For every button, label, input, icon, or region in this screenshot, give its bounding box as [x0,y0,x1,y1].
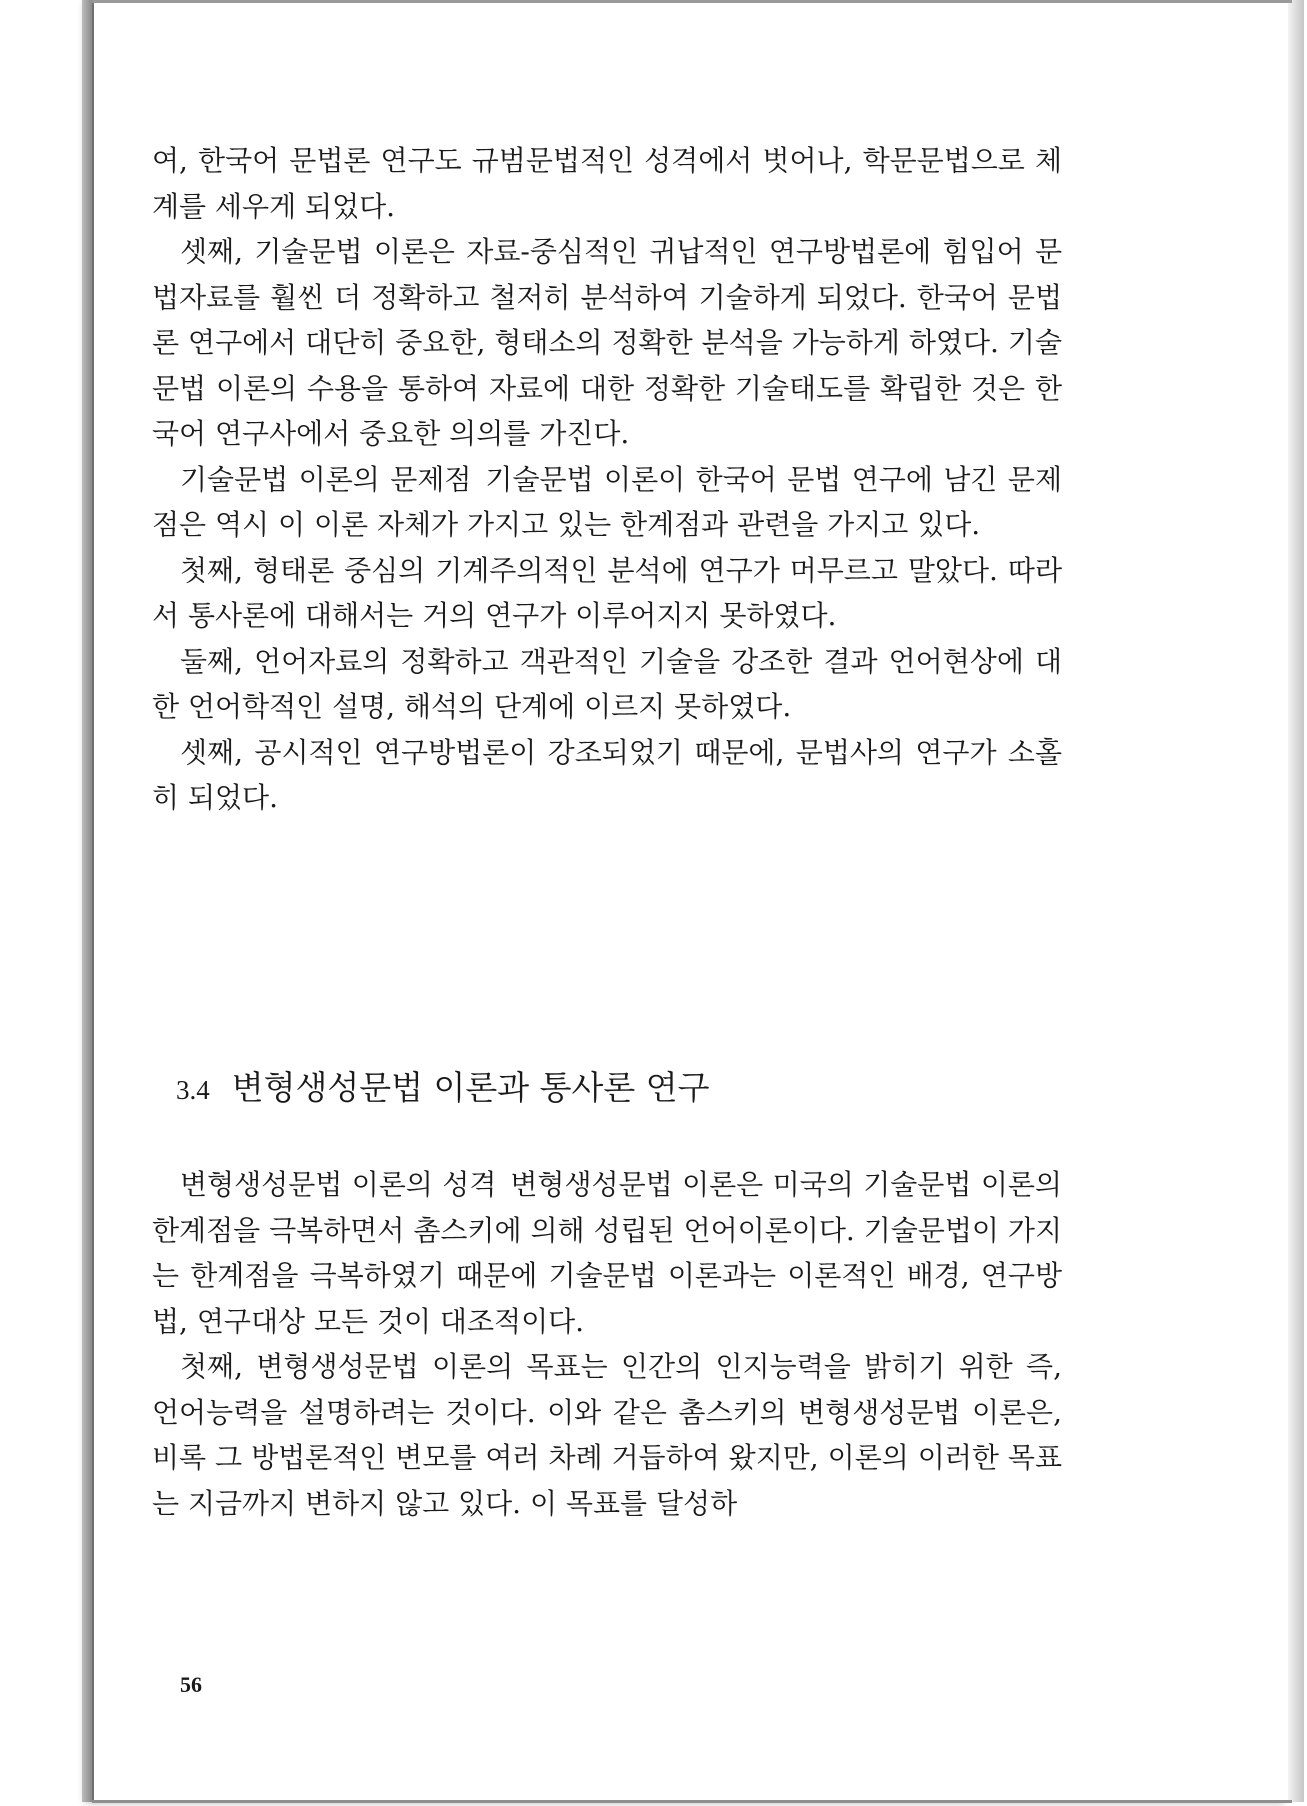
section-number: 3.4 [176,1075,210,1105]
paragraph [152,229,1062,457]
paragraph [152,1344,1062,1526]
page-bottom-edge [92,1800,1292,1803]
paragraph-text: 변형생성문법 이론은 미국의 기술문법 이론의 한계점을 극복하면서 촘스키에 의해 성립된 언어이론이다. 기술문법이 가지는 한계점을 극복하였기 때문에 기술문법 이론과는 이론적인 배경, 연구방법, 연구대상 모든 것이 대조적이다. [152,1168,1062,1338]
page-number: 56 [180,1672,202,1697]
body-text-lower [152,1162,1062,1526]
paragraph-text: 첫째, 형태론 중심의 기계주의적인 분석에 연구가 머무르고 말았다. 따라서 통사론에 대해서는 거의 연구가 이루어지지 못하였다. [152,553,1062,632]
paragraph-text: 첫째, 변형생성문법 이론의 목표는 인간의 인지능력을 밝히기 위한 즉, 언어능력을 설명하려는 것이다. 이와 같은 촘스키의 변형생성문법 이론은, 비록 그 방법론적인 변모를 여러 차례 거듭하여 왔지만, 이론의 이러한 목표는 지금까지 변하지 않고 있다. 이 목표를 달성하 [152,1350,1063,1520]
paragraph [152,138,1062,229]
paragraph-text: 여, 한국어 문법론 연구도 규범문법적인 성격에서 벗어나, 학문문법으로 체계를 세우게 되었다. [152,144,1062,223]
run-in-heading: 변형생성문법 이론의 성격 [180,1168,497,1201]
section-heading [176,1062,710,1109]
paragraph-text: 셋째, 기술문법 이론은 자료-중심적인 귀납적인 연구방법론에 힘입어 문법자료를 훨씬 더 정확하고 철저히 분석하여 기술하게 되었다. 한국어 문법론 연구에서 대단히 중요한, 형태소의 정확한 분석을 가능하게 하였다. 기술문법 이론의 수용을 통하여 자료에 대한 정확한 기술태도를 확립한 것은 한국어 연구사에서 중요한 의의를 가진다. [152,235,1062,450]
paragraph-text: 기술문법 이론이 한국어 문법 연구에 남긴 문제점은 역시 이 이론 자체가 가지고 있는 한계점과 관련을 가지고 있다. [152,462,1062,541]
paragraph [152,639,1062,730]
section-title: 변형생성문법 이론과 통사론 연구 [231,1068,710,1107]
paragraph [152,548,1062,639]
paragraph-text: 셋째, 공시적인 연구방법론이 강조되었기 때문에, 문법사의 연구가 소홀히 되었다. [152,735,1062,814]
run-in-heading: 기술문법 이론의 문제점 [180,462,472,496]
paragraph [152,1162,1062,1344]
page-top-edge [92,0,1292,3]
body-text-upper [152,138,1062,821]
paragraph-text: 둘째, 언어자료의 정확하고 객관적인 기술을 강조한 결과 언어현상에 대한 언어학적인 설명, 해석의 단계에 이르지 못하였다. [152,644,1062,723]
paragraph [152,457,1062,548]
paragraph [152,730,1062,821]
